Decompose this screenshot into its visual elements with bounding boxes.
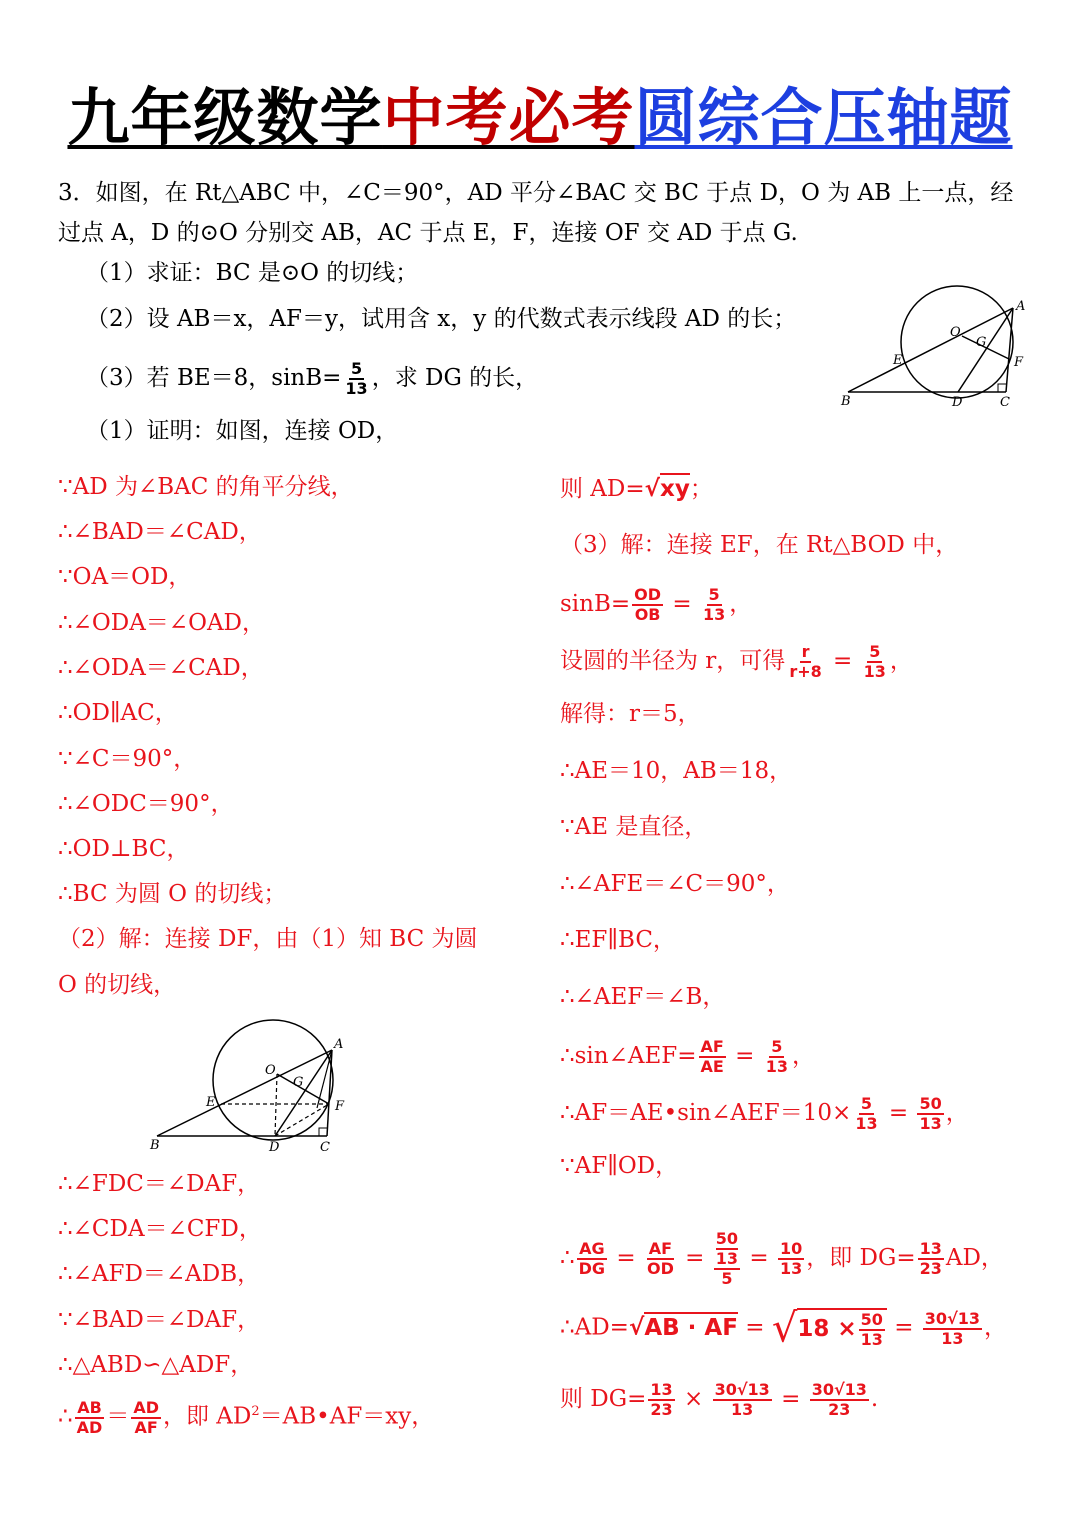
l18-sup: 2 [251,1404,260,1419]
r12-suffix: ， [945,1100,969,1126]
l18-frac-1-num: AB [77,1397,102,1417]
r11-frac-2-num: 5 [771,1037,783,1056]
r12-frac-2-den: 13 [919,1114,942,1133]
left-line-6: ∴OD∥AC， [58,700,178,726]
r14-frac-4 [778,1240,804,1278]
r4-frac-1-num: r [801,642,810,661]
r12-frac-2-num: 50 [919,1094,942,1113]
title-part-2: 中考必考 [382,81,635,154]
r11-frac-1-den: AE [700,1057,724,1076]
right-line-6: ∴AE＝10，AB＝18， [560,758,793,784]
right-line-8: ∴∠AFE＝∠C＝90°， [560,871,790,897]
r4-suffix: ， [889,648,913,674]
label-g-2: G [293,1075,304,1090]
q3-prefix: （3）若 BE＝8，sinB= [86,365,342,391]
left-line-7: ∵∠C＝90°， [58,746,197,772]
r4-frac-2-den: 13 [863,662,886,681]
r15-prefix: ∴AD= [560,1314,629,1341]
right-line-4: 设圆的半径为 r，可得 $\frac{r}{r+8}$ = $\frac{5}{13}$ ， [560,642,913,681]
label-g: G [976,335,987,350]
label-e: E [893,353,903,368]
r1-radicand: xy [660,473,690,502]
left-line-15: ∴∠AFD＝∠ADB， [58,1261,261,1287]
r15-radicand-1: AB · AF [644,1312,738,1341]
r15-sqrt-2-sign: √ [771,1305,798,1352]
r12-prefix: ∴AF＝AE•sin∠AEF＝10× [560,1100,852,1126]
r16-frac-1 [648,1381,674,1419]
l18-eq: ＝ [106,1403,130,1430]
right-line-7: ∵AE 是直径， [560,814,708,840]
r4-frac-2-num: 5 [869,642,881,661]
r3-frac-1 [632,586,663,624]
left-line-1: ∵AD 为∠BAC 的角平分线， [58,474,354,500]
r14-frac-5 [918,1240,944,1278]
title-part-3: 圆综合压轴题 [634,81,1013,154]
q3-num: 5 [350,359,363,378]
r12-frac-1-den: 13 [855,1114,878,1133]
r14-frac-2-num: AF [648,1239,673,1258]
line-ba [848,308,1013,392]
r15-sqrt-1: √AB · AF [629,1312,738,1341]
left-line-16: ∵∠BAD＝∠DAF， [58,1307,261,1333]
right-line-2: （3）解：连接 EF，在 Rt△BOD 中， [560,532,959,558]
right-line-9: ∴EF∥BC， [560,927,676,953]
question-1: （1）求证：BC 是⊙O 的切线； [86,260,419,286]
page-title [0,78,1080,158]
line-od-2 [275,1074,277,1136]
r11-frac-1-num: AF [700,1037,724,1056]
r16-suffix: . [870,1386,879,1412]
r3-prefix: sinB= [560,591,631,617]
r14-frac-1 [577,1240,607,1278]
r4-frac-2 [862,643,888,681]
figure-1 [838,280,1038,410]
r1-suffix: ； [689,476,713,502]
r15-sqrt-2-body [797,1308,887,1349]
r14-frac-1-den: DG [578,1259,606,1278]
left-line-9: ∴OD⊥BC， [58,836,190,862]
left-line-13: ∴∠FDC＝∠DAF， [58,1171,261,1197]
r14-frac-4-num: 10 [779,1239,803,1258]
r11-frac-2-den: 13 [765,1057,788,1076]
r14-frac-5-den: 23 [919,1259,942,1278]
r15-frac-2-num: 30√13 [924,1308,980,1328]
line-ad [958,308,1013,392]
r14-frac-1-num: AG [579,1239,605,1258]
right-line-15: ∴AD=√AB · AF = √18 × $\frac{50}{13}$ = $\frac{30√13}{13}$ ， [560,1305,1007,1352]
r14-frac-5-num: 13 [919,1239,942,1258]
l18-frac-2-num: AD [133,1397,159,1417]
l18-frac-1-den: AD [76,1417,103,1437]
r16-frac-1-num: 13 [650,1380,673,1399]
q3-fraction [343,360,369,398]
left-line-14: ∴∠CDA＝∠CFD， [58,1216,262,1242]
r14-prefix: ∴ [560,1245,575,1271]
r16-frac-3-den: 23 [828,1400,851,1419]
line-ad-2 [275,1050,332,1136]
l18-frac-2-den: AF [134,1417,158,1437]
r16-frac-3 [810,1381,869,1419]
question-3 [86,360,538,398]
r12-frac-2 [917,1095,943,1133]
label-a: A [1016,299,1026,314]
r1-sqrt: √xy [645,473,690,502]
problem-line-1: 3．如图，在 Rt△ABC 中，∠C＝90°，AD 平分∠BAC 交 BC 于点 D，O 为 AB 上一点，经 [58,180,1014,206]
r15-frac-2 [923,1310,982,1348]
l18-text-1: ，即 AD [162,1403,252,1430]
line-df-2 [275,1104,329,1136]
figure-2 [145,1012,355,1157]
label-d: D [952,395,963,410]
r11-frac-2 [764,1038,790,1076]
l18-frac-2 [131,1399,161,1437]
r1-prefix: 则 AD= [560,476,645,502]
r14-frac-3 [714,1230,740,1288]
r15-frac-1-den: 13 [860,1330,883,1349]
right-angle-mark [998,384,1006,392]
r15-frac-1 [859,1311,885,1349]
r14-frac-3-num-top: 50 [715,1229,739,1248]
r3-frac-2 [701,586,727,624]
left-line-8: ∴∠ODC＝90°， [58,791,234,817]
line-ba-2 [157,1050,332,1136]
right-line-16: 则 DG= $\frac{13}{23}$ × $\frac{30√13}{13}$ = $\frac{30√13}{23}$ . [560,1380,879,1419]
label-a-2: A [334,1037,344,1052]
r15-sqrt-2-text: 18 × [797,1316,857,1342]
right-line-1 [560,474,713,504]
right-line-3: sinB= $\frac{OD}{OB}$ = $\frac{5}{13}$ ， [560,585,753,624]
r14-frac-4-den: 13 [779,1259,803,1278]
r16-frac-2-num: 30√13 [714,1380,770,1399]
left-line-4: ∴∠ODA＝∠OAD， [58,610,265,636]
left-line-5: ∴∠ODA＝∠CAD， [58,655,264,681]
left-line-17: ∴△ABD∽△ADF， [58,1352,254,1378]
r16-frac-2 [713,1381,772,1419]
r15-frac-2-den: 13 [941,1328,964,1348]
r16-prefix: 则 DG= [560,1386,647,1412]
right-line-10: ∴∠AEF＝∠B， [560,984,726,1010]
r12-frac-1 [853,1095,879,1133]
r16-frac-3-num: 30√13 [811,1380,867,1399]
r16-frac-1-den: 23 [650,1400,673,1419]
right-line-14: ∴ $\frac{AG}{DG}$ = $\frac{AF}{OD}$ = 50 13 5 = $\frac{10}{13}$ ，即 DG= $\frac{13}{23}$ AD， [560,1229,1004,1288]
r15-suffix: ， [984,1314,1007,1341]
l18-prefix: ∴ [58,1403,73,1430]
label-b-2: B [150,1138,160,1153]
right-angle-mark-2 [319,1128,327,1136]
r4-frac-1 [787,643,823,681]
right-line-11: ∴sin∠AEF= $\frac{AF}{AE}$ = $\frac{5}{13}$ ， [560,1037,815,1076]
circle-o-2 [213,1020,333,1140]
label-o-2: O [265,1063,276,1078]
label-c-2: C [320,1140,330,1155]
circle-o [901,286,1013,398]
proof-intro: （1）证明：如图，连接 OD， [86,418,399,444]
r11-frac-1 [699,1038,726,1076]
label-o: O [950,325,961,340]
right-line-13: ∵AF∥OD， [560,1153,679,1179]
left-line-2: ∴∠BAD＝∠CAD， [58,519,262,545]
left-line-18 [58,1397,434,1437]
label-c: C [1000,395,1010,410]
label-d-2: D [269,1140,280,1155]
left-line-3: ∵OA＝OD， [58,564,192,590]
r14-frac-2-den: OD [646,1259,674,1278]
problem-line-2: 过点 A，D 的⊙O 分别交 AB，AC 于点 E，F，连接 OF 交 AD 于点 G. [58,220,798,246]
label-f: F [1014,355,1024,370]
label-b: B [841,394,851,409]
r14-frac-3-num [714,1230,740,1270]
r14-suffix: AD， [945,1245,1004,1271]
q3-den: 13 [345,379,368,398]
right-line-5: 解得：r＝5， [560,701,701,727]
r12-frac-1-num: 5 [860,1094,873,1113]
r3-frac-2-den: 13 [702,605,726,624]
r14-frac-3-den: 5 [721,1269,733,1288]
r3-suffix: ， [729,591,753,617]
left-line-10: ∴BC 为圆 O 的切线； [58,881,287,907]
r16-frac-2-den: 13 [731,1400,754,1419]
r14-middle: ，即 DG= [806,1245,916,1271]
r3-frac-1-den: OB [634,605,661,624]
r14-frac-2 [645,1240,676,1278]
r11-suffix: ， [792,1043,815,1069]
left-line-12: O 的切线， [58,972,177,998]
question-2: （2）设 AB＝x，AF＝y，试用含 x，y 的代数式表示线段 AD 的长； [86,306,797,332]
label-e-2: E [206,1095,216,1110]
right-line-12: ∴AF＝AE•sin∠AEF＝10× $\frac{5}{13}$ = $\frac{50}{13}$ ， [560,1094,969,1133]
label-f-2: F [335,1099,345,1114]
r4-frac-1-den: r+8 [789,662,822,681]
left-line-11: （2）解：连接 DF，由（1）知 BC 为圆 [58,926,478,952]
q3-suffix: ，求 DG 的长， [371,365,539,391]
title-part-1: 九年级数学 [67,81,383,154]
r11-prefix: ∴sin∠AEF= [560,1043,697,1069]
r4-prefix: 设圆的半径为 r，可得 [560,648,786,674]
r3-frac-1-num: OD [634,585,662,604]
l18-text-2: ＝AB•AF＝xy， [259,1403,435,1430]
r3-frac-2-num: 5 [708,585,720,604]
r15-frac-1-num: 50 [860,1310,883,1329]
l18-frac-1 [75,1399,105,1437]
r14-frac-3-num-bottom: 13 [715,1249,739,1268]
